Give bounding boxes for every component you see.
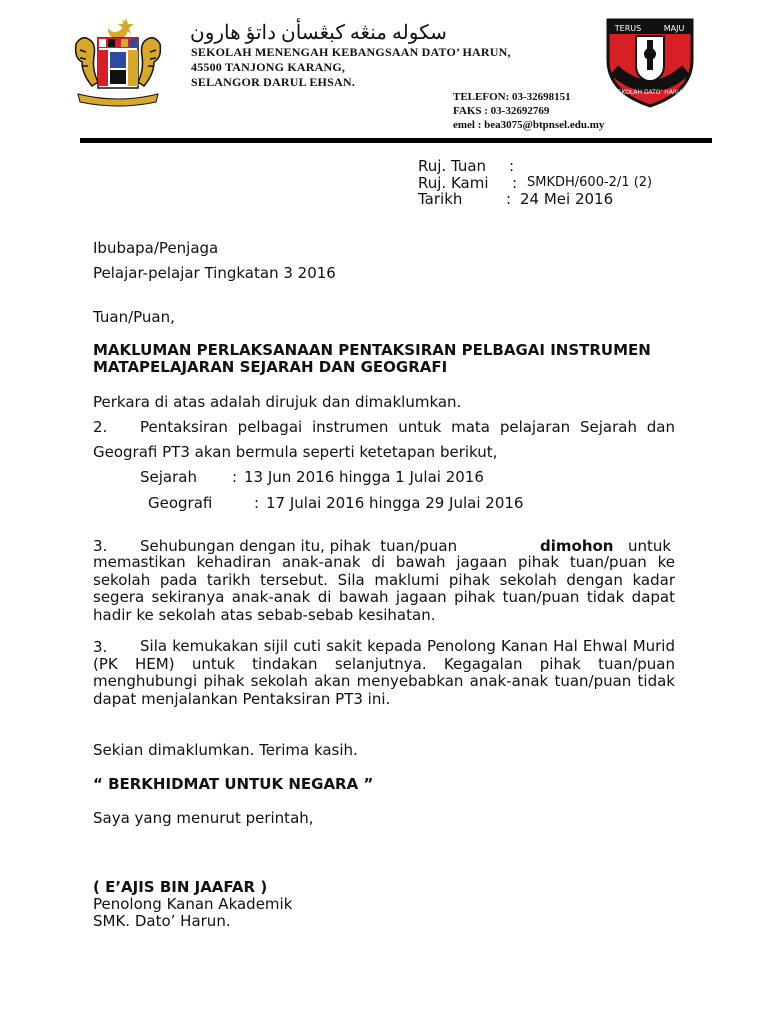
paragraph-4-body: Sila kemukakan sijil cuti sakit kepada Penolong Kanan Hal Ehwal Murid (PK HEM) untuk tindakan selanjutnya. Kegagalan pihak tuan/puan menghubungi pihak sekolah akan menyebabkan anak-anak tuan/puan tidak dapat menjalankan Pentaksiran PT3 ini.	[93, 637, 675, 708]
paragraph-3-tail: untuk	[628, 537, 672, 555]
school-fax: FAKS : 03-32692769	[453, 105, 550, 117]
paragraph-4-number: 3.	[93, 638, 108, 656]
crest-text-maju: MAJU	[663, 24, 685, 33]
signatory-name: ( E’AJIS BIN JAAFAR )	[93, 878, 268, 896]
schedule-subject-sejarah: Sejarah	[140, 468, 197, 486]
crest-text-terus: TERUS	[614, 24, 642, 33]
salutation: Tuan/Puan,	[93, 308, 175, 326]
school-phone: TELEFON: 03-32698151	[453, 91, 571, 103]
paragraph-3-number: 3.	[93, 537, 108, 555]
paragraph-2-number: 2.	[93, 418, 108, 436]
crest-text-sekolah: SEKOLAH DATO’ HARUN	[614, 89, 686, 96]
signatory-position: Penolong Kanan Akademik	[93, 895, 293, 913]
school-name-jawi: سکوله منڠه کبڠسأن داتؤ هارون	[190, 22, 447, 44]
school-name: SEKOLAH MENENGAH KEBANGSAAN DATO’ HARUN,	[191, 45, 511, 59]
school-address-line1: 45500 TANJONG KARANG,	[191, 60, 346, 74]
paragraph-2-line2: Geografi PT3 akan bermula seperti ketetapan berikut,	[93, 443, 498, 461]
schedule-dates-geografi: 17 Julai 2016 hingga 29 Julai 2016	[266, 494, 524, 512]
paragraph-3-lead: Sehubungan dengan itu, pihak tuan/puan	[140, 537, 458, 555]
schedule-subject-geografi: Geografi	[148, 494, 213, 512]
subject-line1: MAKLUMAN PERLAKSANAAN PENTAKSIRAN PELBAGAI INSTRUMEN	[93, 341, 651, 359]
closing-thanks: Sekian dimaklumkan. Terima kasih.	[93, 741, 358, 759]
header-divider	[80, 138, 712, 143]
subject-line2: MATAPELAJARAN SEJARAH DAN GEOGRAFI	[93, 358, 448, 376]
paragraph-3-body: memastikan kehadiran anak-anak di bawah jagaan pihak tuan/puan ke sekolah pada tarikh tersebut. Sila maklumi pihak sekolah dengan kadar segera sekiranya anak-anak di bawah jagaan pihak tuan/puan tidak dapat hadir ke sekolah atas sebab-sebab kesihatan.	[93, 553, 675, 624]
tarikh-label: Tarikh	[418, 190, 463, 208]
schedule-dates-sejarah: 13 Jun 2016 hingga 1 Julai 2016	[244, 468, 484, 486]
paragraph-3-emphasis: dimohon	[540, 537, 614, 555]
ruj-kami-label: Ruj. Kami	[418, 174, 489, 192]
recipient-line1: Ibubapa/Penjaga	[93, 239, 219, 257]
intro-paragraph: Perkara di atas adalah dirujuk dan dimaklumkan.	[93, 393, 462, 411]
tarikh-colon: :	[506, 190, 512, 208]
ruj-kami-colon: :	[512, 174, 518, 192]
recipient-line2: Pelajar-pelajar Tingkatan 3 2016	[93, 264, 336, 282]
schedule-colon-sejarah: :	[232, 468, 238, 486]
tarikh-value: 24 Mei 2016	[520, 190, 614, 208]
school-address-line2: SELANGOR DARUL EHSAN.	[191, 75, 355, 89]
closing-motto: “ BERKHIDMAT UNTUK NEGARA ”	[93, 775, 374, 793]
ruj-tuan-label: Ruj. Tuan	[418, 157, 487, 175]
ruj-kami-value: SMKDH/600-2/1 (2)	[527, 175, 653, 190]
signatory-school: SMK. Dato’ Harun.	[93, 912, 231, 930]
paragraph-2-line1: Pentaksiran pelbagai instrumen untuk mata pelajaran Sejarah dan	[140, 418, 675, 436]
closing-obedient: Saya yang menurut perintah,	[93, 809, 314, 827]
ruj-tuan-colon: :	[509, 157, 515, 175]
school-crest-icon	[600, 10, 700, 110]
schedule-colon-geografi: :	[254, 494, 260, 512]
malaysia-coat-of-arms-icon	[68, 14, 168, 108]
school-email: emel : bea3075@btpnsel.edu.my	[453, 119, 605, 131]
